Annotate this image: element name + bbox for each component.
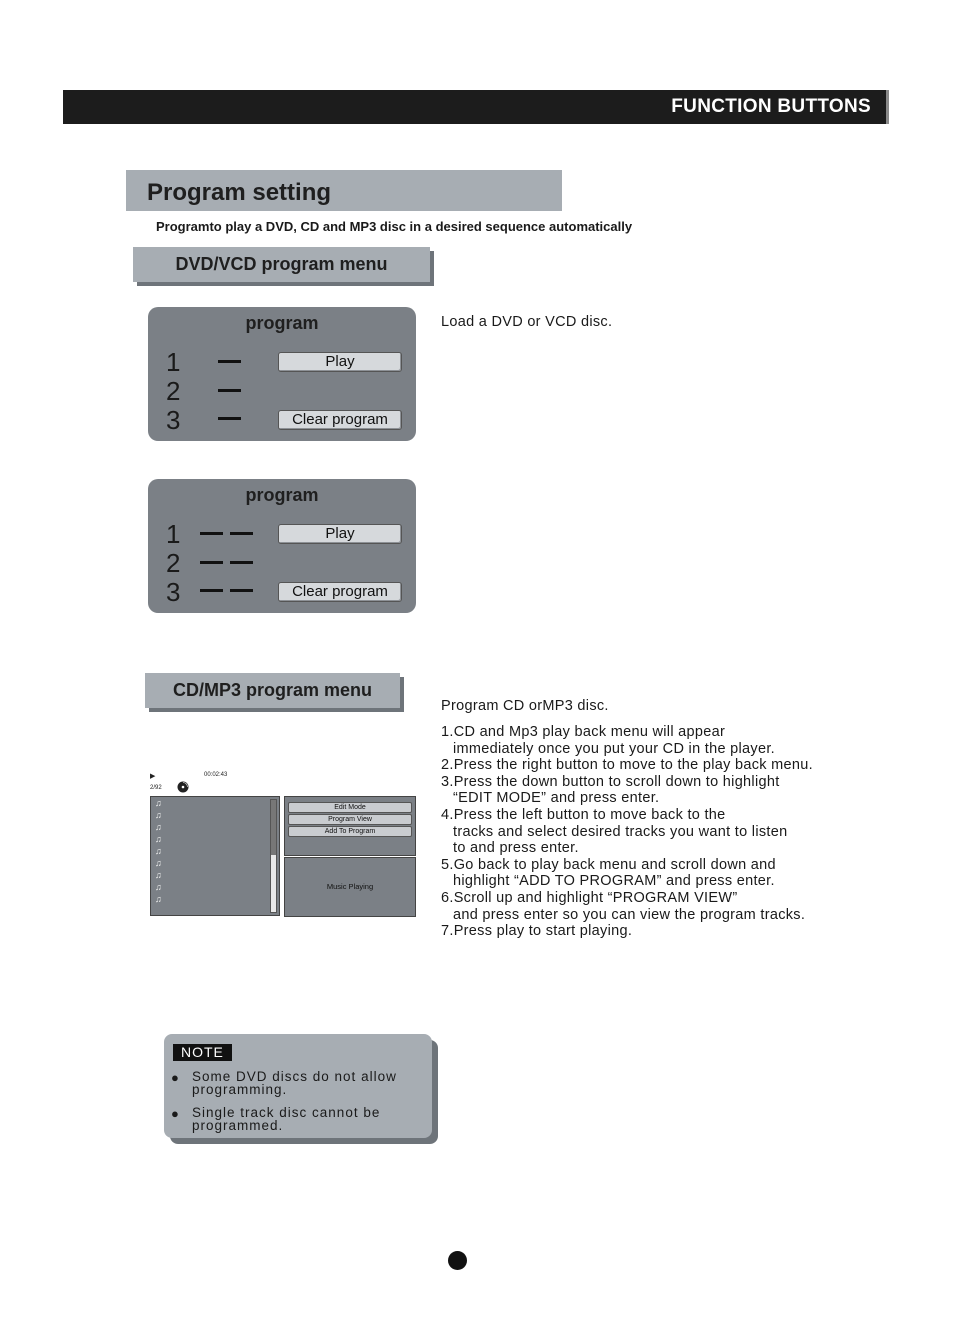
play-indicator-icon: ▶ bbox=[150, 773, 156, 780]
track-icon[interactable]: ♫ bbox=[155, 882, 162, 892]
step-line: tracks and select desired tracks you want to listen bbox=[453, 823, 788, 840]
menu-item-edit-mode[interactable]: Edit Mode bbox=[288, 802, 412, 813]
scrollbar-thumb[interactable] bbox=[271, 800, 276, 855]
note-label: NOTE bbox=[173, 1044, 232, 1061]
disc-icon bbox=[177, 781, 189, 793]
step-line: 7.Press play to start playing. bbox=[441, 923, 633, 940]
step-line: and press enter so you can view the program tracks. bbox=[453, 906, 806, 923]
elapsed-time: 00:02:43 bbox=[204, 772, 228, 778]
dvd-heading-box bbox=[133, 247, 430, 282]
cd-heading: CD/MP3 program menu bbox=[172, 680, 373, 700]
track-icon[interactable]: ♫ bbox=[155, 894, 162, 904]
step-line: immediately once you put your CD in the player. bbox=[453, 740, 775, 757]
program-row-number: 2 bbox=[166, 548, 181, 578]
track-icon[interactable]: ♫ bbox=[155, 810, 162, 820]
step-line: to and press enter. bbox=[453, 840, 579, 857]
header-bar bbox=[63, 90, 889, 124]
track-icon[interactable]: ♫ bbox=[155, 846, 162, 856]
step-line: 2.Press the right button to move to the play back menu. bbox=[441, 757, 813, 774]
status-text: Music Playing bbox=[326, 882, 374, 891]
step-line: “EDIT MODE” and press enter. bbox=[453, 790, 660, 807]
cd-steps bbox=[441, 724, 881, 940]
step-line: 6.Scroll up and highlight “PROGRAM VIEW” bbox=[441, 889, 738, 906]
program-slot-dash[interactable] bbox=[200, 532, 223, 535]
note-item: Single track disc cannot be programmed. bbox=[192, 1105, 381, 1133]
program-slot-dash[interactable] bbox=[200, 561, 223, 564]
program-row-number: 1 bbox=[166, 347, 181, 377]
page-number-dot bbox=[448, 1251, 467, 1270]
program-row-number: 3 bbox=[166, 577, 181, 607]
track-icon[interactable]: ♫ bbox=[155, 834, 162, 844]
clear-program-button[interactable]: Clear program bbox=[278, 410, 402, 430]
step-line: 1.CD and Mp3 play back menu will appear bbox=[441, 724, 726, 740]
play-button[interactable]: Play bbox=[278, 352, 402, 372]
program-slot-dash[interactable] bbox=[218, 417, 241, 420]
menu-item-add-to-program[interactable]: Add To Program bbox=[288, 826, 412, 837]
program-screen-title: program bbox=[245, 485, 319, 505]
header-title: FUNCTION BUTTONS bbox=[671, 96, 871, 117]
dvd-heading: DVD/VCD program menu bbox=[175, 254, 388, 274]
note-box bbox=[164, 1034, 432, 1138]
program-slot-dash[interactable] bbox=[230, 589, 253, 592]
program-row-number: 1 bbox=[166, 519, 181, 549]
intro-text: Programto play a DVD, CD and MP3 disc in a desired sequence automatically bbox=[156, 219, 633, 234]
track-list-scrollbar[interactable] bbox=[270, 799, 277, 913]
program-row-number: 3 bbox=[166, 405, 181, 435]
program-slot-dash[interactable] bbox=[218, 389, 241, 392]
step-line: highlight “ADD TO PROGRAM” and press enter. bbox=[453, 873, 775, 890]
status-panel bbox=[284, 857, 416, 917]
step-line: 3.Press the down button to scroll down to highlight bbox=[441, 773, 780, 790]
playback-menu bbox=[284, 796, 416, 856]
cd-heading-box bbox=[145, 673, 400, 708]
program-row-number: 2 bbox=[166, 376, 181, 406]
dvd-side-text: Load a DVD or VCD disc. bbox=[441, 314, 613, 330]
program-slot-dash[interactable] bbox=[230, 561, 253, 564]
play-button[interactable]: Play bbox=[278, 524, 402, 544]
track-icon[interactable]: ♫ bbox=[155, 822, 162, 832]
track-icon[interactable]: ♫ bbox=[155, 870, 162, 880]
step-line: 5.Go back to play back menu and scroll down and bbox=[441, 856, 776, 873]
track-counter: 2/92 bbox=[150, 785, 162, 791]
bullet-icon: ● bbox=[171, 1070, 179, 1085]
program-screen-1 bbox=[148, 307, 416, 441]
section-title-box bbox=[126, 170, 562, 211]
note-item: Some DVD discs do not allow programming. bbox=[192, 1069, 397, 1097]
program-screen-title: program bbox=[245, 313, 319, 333]
cd-side-text: Program CD orMP3 disc. bbox=[441, 698, 609, 714]
program-screen-2 bbox=[148, 479, 416, 613]
bullet-icon: ● bbox=[171, 1106, 179, 1121]
program-slot-dash[interactable] bbox=[200, 589, 223, 592]
track-icon[interactable]: ♫ bbox=[155, 858, 162, 868]
step-line: 4.Press the left button to move back to the bbox=[441, 806, 726, 823]
program-slot-dash[interactable] bbox=[218, 360, 241, 363]
cd-playback-screen bbox=[148, 770, 418, 920]
track-list[interactable] bbox=[150, 796, 280, 916]
clear-program-button[interactable]: Clear program bbox=[278, 582, 402, 602]
track-icon[interactable]: ♫ bbox=[155, 798, 162, 808]
program-slot-dash[interactable] bbox=[230, 532, 253, 535]
menu-item-program-view[interactable]: Program View bbox=[288, 814, 412, 825]
header-accent bbox=[886, 90, 889, 124]
section-title: Program setting bbox=[147, 179, 332, 206]
